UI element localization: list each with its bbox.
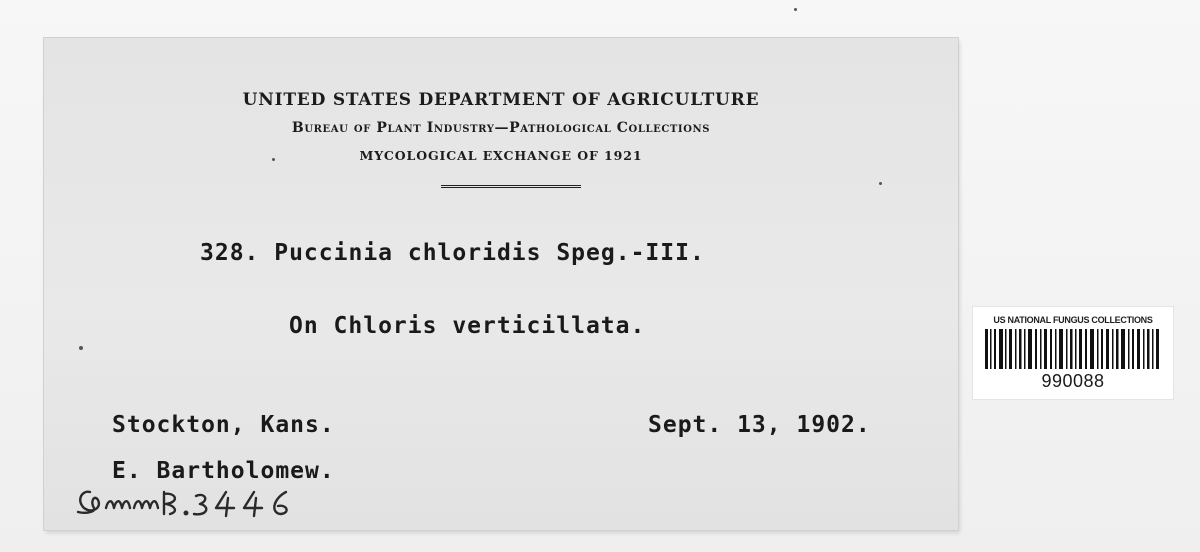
speck-mark — [79, 346, 83, 350]
collection-locality: Stockton, Kans. — [112, 412, 335, 438]
handwritten-accession-number — [72, 478, 352, 530]
barcode-icon — [985, 329, 1161, 369]
barcode-collection-name: US NATIONAL FUNGUS COLLECTIONS — [993, 315, 1153, 325]
barcode-label — [972, 306, 1174, 400]
collection-date: Sept. 13, 1902. — [648, 412, 871, 438]
collector-name: E. Bartholomew. — [112, 458, 335, 484]
speck-mark — [272, 158, 275, 161]
exchange-heading: MYCOLOGICAL EXCHANGE OF 1921 — [359, 148, 643, 163]
bureau-heading: Bureau of Plant Industry—Pathological Collections — [291, 120, 711, 136]
header-divider — [441, 185, 581, 188]
species-name: 328. Puccinia chloridis Speg.-III. — [200, 240, 705, 266]
institution-heading: UNITED STATES DEPARTMENT OF AGRICULTURE — [242, 90, 760, 110]
specimen-label — [44, 38, 958, 530]
speck-mark — [879, 182, 882, 185]
host-plant: On Chloris verticillata. — [289, 313, 646, 339]
speck-mark — [794, 8, 797, 11]
barcode-number: 990088 — [1041, 371, 1105, 391]
